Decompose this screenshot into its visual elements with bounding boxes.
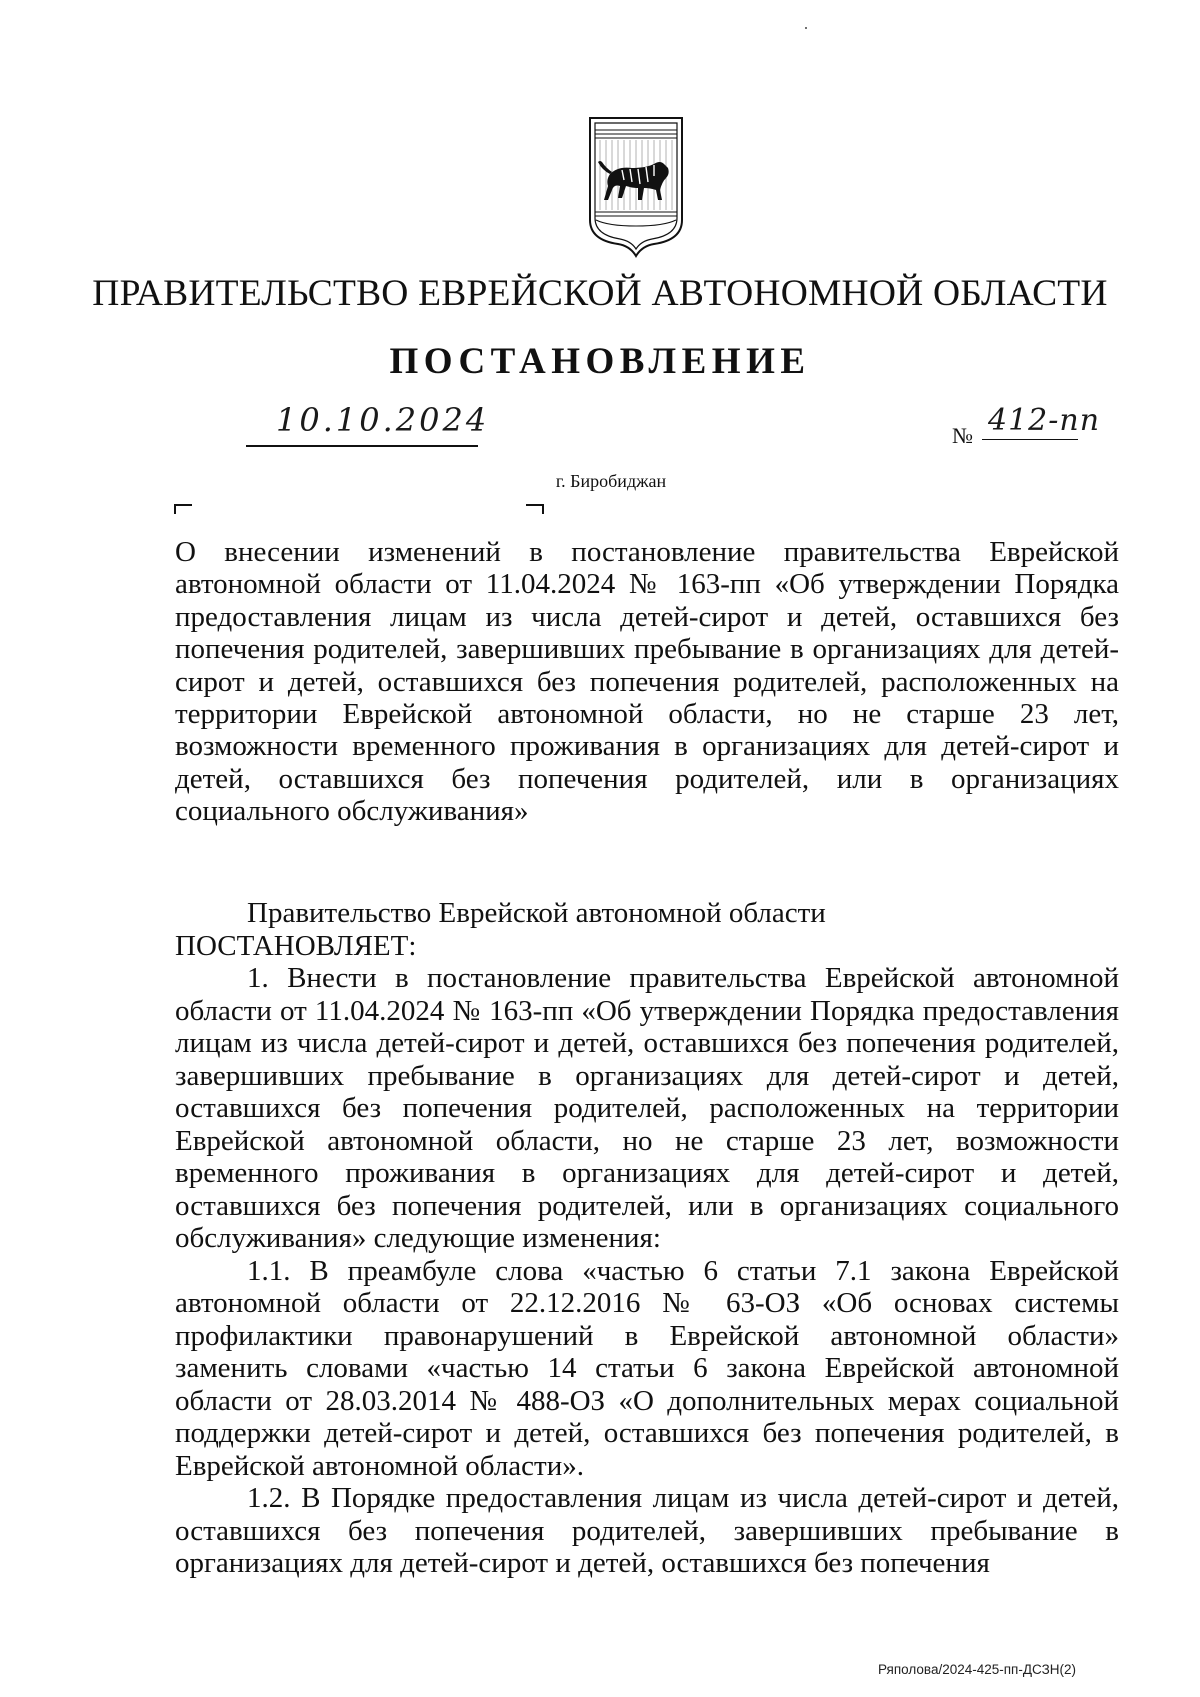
document-subject: О внесении изменений в постановление правительства Еврейской автономной области от 11.04.2024 № 163-пп «Об утверждении Порядка предоставления лицам из числа детей-сирот и детей, оставшихся без попечения родителей, завершивших пребывание в организациях для детей-сирот и детей, оставшихся без попечения родителей, расположенных на территории Еврейской автономной области, но не старше 23 лет, возможности временного проживания в организациях для детей-сирот и детей, оставшихся без попечения родителей, или в организациях социального обслуживания» [175,536,1119,828]
scan-speck [805,27,807,29]
document-body [175,897,1119,1580]
document-type-title: ПОСТАНОВЛЕНИЕ [389,341,811,382]
number-underline [982,403,1101,440]
city-label: г. Биробиджан [555,471,667,491]
item-1-paragraph: 1. Внести в постановление правительства Еврейской автономной области от 11.04.2024 № 163-пп «Об утверждении Порядка предоставления лицам из числа детей-сирот и детей, оставшихся без попечения родителей, завершивших пребывание в организациях для детей-сирот и детей, оставшихся без попечения родителей, расположенных на территории Еврейской автономной области, но не старше 23 лет, возможности временного проживания в организациях для детей-сирот и детей, оставшихся без попечения родителей, или в организациях социального обслуживания» следующие изменения: [175,962,1119,1254]
preamble-paragraph: Правительство Еврейской автономной области [247,897,826,929]
number-sign: № [952,423,973,448]
coat-of-arms-icon [588,116,684,258]
item-1-2-paragraph: 1.2. В Порядке предоставления лицам из числа детей-сирот и детей, оставшихся без попечения родителей, завершивших пребывание в организациях для детей-сирот и детей, оставшихся без попечения [175,1482,1119,1579]
government-title: ПРАВИТЕЛЬСТВО ЕВРЕЙСКОЙ АВТОНОМНОЙ ОБЛАСТИ [92,273,1108,314]
resolves-paragraph: ПОСТАНОВЛЯЕТ: [175,929,417,962]
document-date-field [246,401,490,447]
document-footer-code: Ряполова/2024-425-пп-ДСЗН(2) [878,1662,1077,1677]
handwritten-date: 10.10.2024 [276,401,490,439]
item-1-1-paragraph: 1.1. В преамбуле слова «частью 6 статьи 7.1 закона Еврейской автономной области от 22.12.2016 № 63-ОЗ «Об основах системы профилактики правонарушений в Еврейской автономной области» заменить словами «частью 14 статьи 6 закона Еврейской автономной области от 28.03.2014 № 488-ОЗ «О дополнительных мерах социальной поддержки детей-сирот и детей, оставшихся без попечения родителей, в Еврейской автономной области». [175,1254,1119,1482]
subject-bracket-left [174,504,192,514]
subject-bracket-right [526,504,544,514]
handwritten-number: 412-пп [988,403,1101,438]
